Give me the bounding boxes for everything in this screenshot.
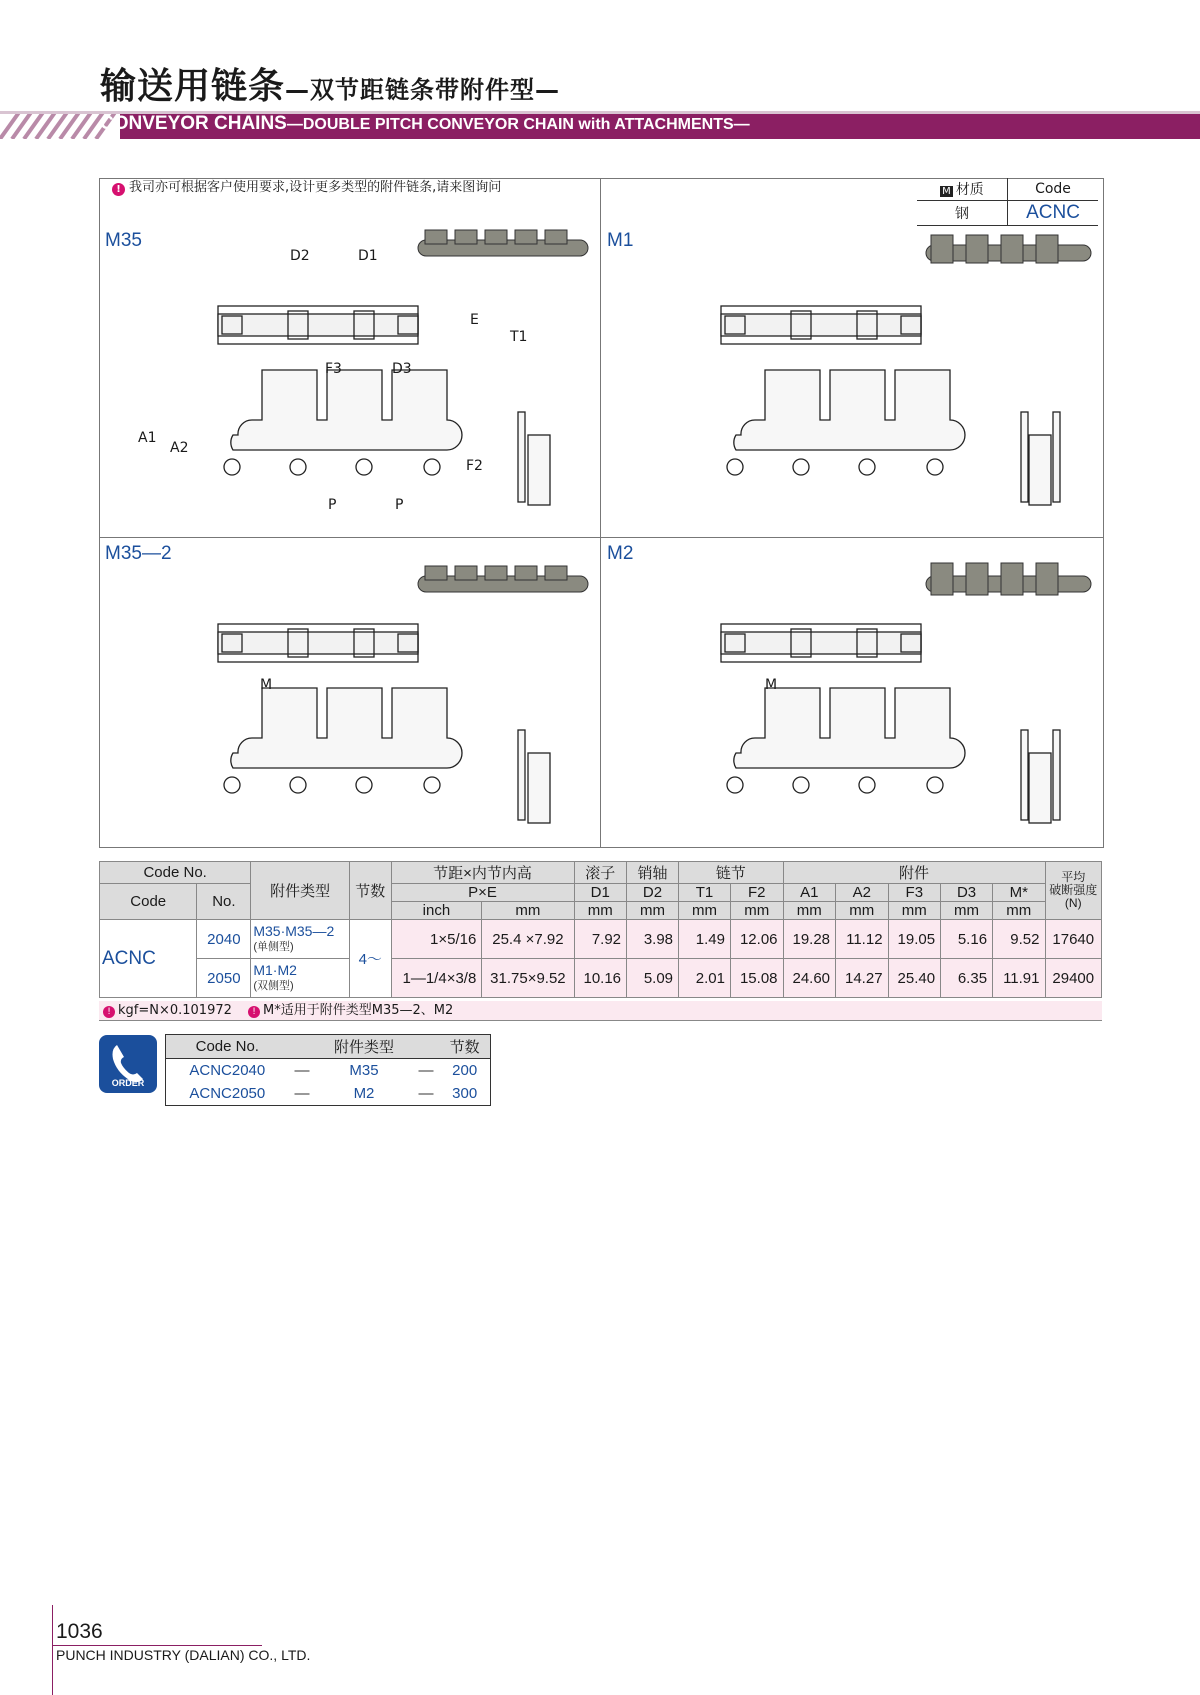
order-type: M2 [353,1085,375,1102]
th-sym-t1: T1 [679,884,731,902]
order-th-type: 附件类型 [315,1035,412,1059]
th-unit-a1: mm [783,902,836,920]
footnote-kgf: kgf=N×0.101972 [118,1003,232,1018]
drawing-m35 [100,210,600,536]
order-row [166,1082,491,1106]
order-dash: — [294,1085,310,1102]
cell-type [251,959,350,998]
panel-label-m2: M2 [607,543,634,564]
chain-photo [418,566,588,592]
th-unit-d3: mm [941,902,993,920]
cell-m: 9.52 [993,920,1045,959]
chain-photo [926,235,1091,263]
cell-t1: 1.49 [679,920,731,959]
th-link: 链节 [679,862,784,884]
cell-type [251,920,350,959]
th-attach: 附件 [783,862,1045,884]
order-code: ACNC2040 [189,1062,266,1079]
cell-links: 4～ [349,920,391,998]
chain-photo [418,230,588,256]
top-view [218,624,418,662]
th-links: 节数 [349,862,391,920]
title-en-main: CONVEYOR CHAINS [100,113,287,134]
cell-inch: 1×5/16 [391,920,482,959]
panel-label-m35: M35 [105,230,142,251]
type-note: (单侧型) [253,941,294,953]
chain-photo [926,563,1091,595]
order-links: 200 [452,1062,478,1079]
dim-p-1: P [328,497,337,513]
cell-f3: 25.40 [888,959,941,998]
page-number: 1036 [56,1620,103,1643]
dim-m-panel4: M [765,677,778,693]
th-strength-line3: (N) [1064,896,1082,910]
th-unit-d1: mm [574,902,627,920]
side-view [727,370,965,475]
th-sym-d2: D2 [627,884,679,902]
note-text: 我司亦可根据客户使用要求,设计更多类型的附件链条,请来图询问 [129,180,502,195]
th-strength-line1: 平均 [1061,870,1086,884]
th-type: 附件类型 [251,862,350,920]
drawing-m35-2 [100,538,600,846]
cell-d3: 5.16 [941,920,993,959]
cell-mm: 25.4 ×7.92 [482,920,574,959]
page-title-en [100,113,750,135]
th-sym-d3: D3 [941,884,993,902]
cell-no: 2050 [197,959,251,998]
order-th-code: Code No. [166,1035,289,1059]
order-dash: — [418,1085,434,1102]
order-type: M35 [349,1062,379,1079]
th-unit-t1: mm [679,902,731,920]
end-view [518,730,550,823]
dim-m: M [260,677,273,693]
title-cn-main: 输送用链条 [100,66,286,107]
order-dash: — [418,1062,434,1079]
cell-mm: 31.75×9.52 [482,959,574,998]
th-mm: mm [482,902,574,920]
th-unit-f2: mm [731,902,784,920]
drawing-m1 [601,210,1101,536]
end-view [1021,730,1060,823]
th-sym-f3: F3 [888,884,941,902]
cell-f2: 12.06 [731,920,784,959]
cell-d2: 3.98 [627,920,679,959]
order-row [166,1059,491,1083]
th-inch: inch [391,902,482,920]
material-label: 材质 [955,182,984,198]
th-sym-a1: A1 [783,884,836,902]
cell-d1: 10.16 [574,959,627,998]
th-strength-line2: 破断强度 [1049,883,1098,897]
dim-p-2: P [395,497,404,513]
th-unit-m: mm [993,902,1045,920]
th-unit-a2: mm [836,902,889,920]
spec-table [99,861,1102,998]
cell-code: ACNC [100,920,197,998]
info-icon: ! [248,1006,260,1018]
end-view [1021,412,1060,505]
type-name: M1·M2 [253,962,297,978]
dim-a1: A1 [138,430,157,446]
cell-a1: 24.60 [783,959,836,998]
order-table [165,1034,491,1106]
table-row [100,959,1102,998]
th-strength [1045,862,1102,920]
material-label-cell [917,178,1008,201]
cell-strength: 29400 [1045,959,1102,998]
cell-f3: 19.05 [888,920,941,959]
table-row [100,920,1102,959]
footer-rule-horizontal [52,1645,262,1646]
th-unit-f3: mm [888,902,941,920]
cell-f2: 15.08 [731,959,784,998]
panel-label-m35-2: M35—2 [105,543,172,564]
title-cn-sub: —双节距链条带附件型— [285,76,561,104]
custom-design-note [112,176,501,196]
dim-d1: D1 [358,248,378,264]
side-view [224,370,462,475]
th-sym-f2: F2 [731,884,784,902]
cell-d3: 6.35 [941,959,993,998]
title-en-sub: —DOUBLE PITCH CONVEYOR CHAIN with ATTACHMENTS— [286,116,750,133]
type-note: (双侧型) [253,980,294,992]
table-footnote [99,1001,1102,1021]
material-code-value: ACNC [1008,201,1099,226]
type-name: M35·M35—2 [253,923,335,939]
order-code: ACNC2050 [189,1085,266,1102]
material-code-label: Code [1008,178,1099,201]
material-value: 钢 [917,201,1008,226]
dim-t1: T1 [510,329,528,345]
info-icon: ! [103,1006,115,1018]
dim-d2: D2 [290,248,310,264]
material-badge: M [942,186,951,197]
footnote-mstar: M*适用于附件类型M35—2、M2 [263,1003,454,1018]
th-pxe: P×E [391,884,574,902]
page-title-cn [100,58,560,109]
th-code-no: Code No. [100,862,251,884]
cell-m: 11.91 [993,959,1045,998]
cell-a2: 11.12 [836,920,889,959]
top-view [721,306,921,344]
footer-rule-vertical [52,1605,53,1695]
cell-t1: 2.01 [679,959,731,998]
cell-a2: 14.27 [836,959,889,998]
th-unit-d2: mm [627,902,679,920]
th-code: Code [100,884,197,920]
th-sym-m: M* [993,884,1045,902]
cell-inch: 1—1/4×3/8 [391,959,482,998]
info-icon: ! [112,183,125,196]
th-pin: 销轴 [627,862,679,884]
end-view [518,412,550,505]
cell-strength: 17640 [1045,920,1102,959]
cell-no: 2040 [197,920,251,959]
cell-d2: 5.09 [627,959,679,998]
th-sym-a2: A2 [836,884,889,902]
dim-f3: F3 [325,361,342,377]
th-sym-d1: D1 [574,884,627,902]
dim-d3: D3 [392,361,412,377]
panel-label-m1: M1 [607,230,634,251]
cell-d1: 7.92 [574,920,627,959]
cell-a1: 19.28 [783,920,836,959]
th-pitch: 节距×内节内高 [391,862,574,884]
th-roller: 滚子 [574,862,627,884]
order-dash: — [294,1062,310,1079]
side-view [224,688,462,793]
dim-e: E [470,312,479,328]
side-view [727,688,965,793]
company-name: PUNCH INDUSTRY (DALIAN) CO., LTD. [56,1647,311,1663]
dim-a2: A2 [170,440,189,456]
dim-f2: F2 [466,458,483,474]
drawing-m2 [601,538,1101,846]
order-th-links: 节数 [439,1035,490,1059]
order-label: ORDER [111,1078,145,1088]
th-no: No. [197,884,251,920]
top-view [721,624,921,662]
order-links: 300 [452,1085,478,1102]
top-view [218,306,418,344]
